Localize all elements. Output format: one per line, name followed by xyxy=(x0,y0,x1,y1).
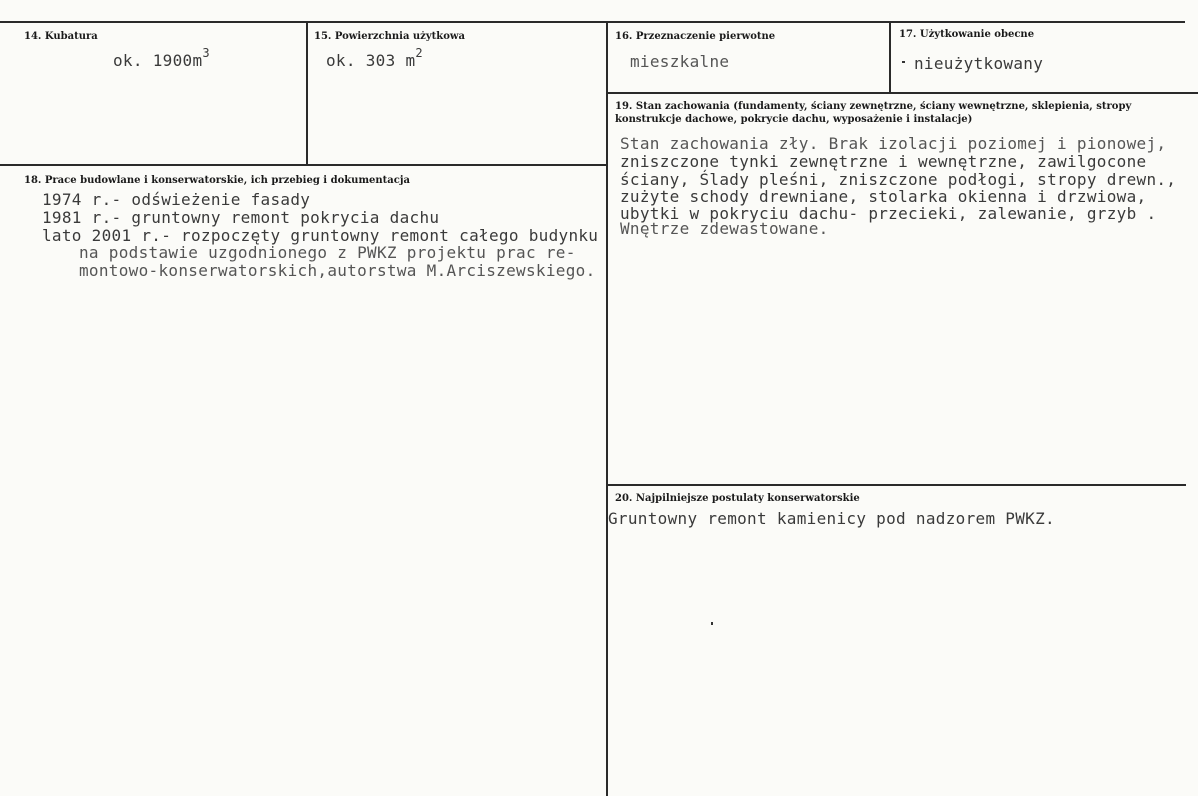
kubatura-value xyxy=(113,46,210,70)
kubatura-unit-exponent: 3 xyxy=(202,46,210,60)
divider-main xyxy=(606,22,608,796)
kubatura-label: 14. Kubatura xyxy=(24,31,98,42)
prace-label: 18. Prace budowlane i konserwatorskie, ich przebieg i dokumentacja xyxy=(24,175,410,186)
powierzchnia-value xyxy=(326,46,423,70)
przeznaczenie-label: 16. Przeznaczenie pierwotne xyxy=(615,31,776,42)
postulaty-value: Gruntowny remont kamienicy pod nadzorem PWKZ. xyxy=(608,509,1055,528)
przeznaczenie-value: mieszkalne xyxy=(630,52,730,71)
uzytkowanie-value: nieużytkowany xyxy=(914,54,1044,73)
prace-line-5: montowo-konserwatorskich,autorstwa M.Arciszewskiego. xyxy=(79,261,596,280)
stray-mark xyxy=(711,622,713,625)
top-rule xyxy=(0,21,1185,23)
stan-zachowania-label: 19. Stan zachowania (fundamenty, ściany zewnętrzne, ściany wewnętrzne, sklepienia, stropy konstrukcje dachowe, pokrycie dachu, wyposażenie i instalacje) xyxy=(615,101,1132,125)
rule-17-bottom xyxy=(608,92,1198,94)
stan-line-1: Stan zachowania zły. Brak izolacji poziomej i pionowej, xyxy=(620,134,1167,153)
kubatura-number: ok. 1900m xyxy=(113,51,203,70)
postulaty-label: 20. Najpilniejsze postulaty konserwatorskie xyxy=(615,493,860,504)
rule-row1-bottom xyxy=(0,164,608,166)
divider-16-17 xyxy=(889,22,891,93)
stan-line-6: Wnętrze zdewastowane. xyxy=(620,219,829,238)
prace-line-3: lato 2001 r.- rozpoczęty gruntowny remont całego budynku xyxy=(42,226,599,245)
powierzchnia-label: 15. Powierzchnia użytkowa xyxy=(314,31,465,42)
powierzchnia-number: ok. 303 m xyxy=(326,51,416,70)
uzytkowanie-label: 17. Użytkowanie obecne xyxy=(899,29,1035,40)
stan-line-5: ubytki w pokryciu dachu- przecieki, zalewanie, grzyb . xyxy=(620,204,1157,223)
rule-19-bottom xyxy=(608,484,1186,486)
stan-line-2: zniszczone tynki zewnętrzne i wewnętrzne, zawilgocone xyxy=(620,152,1147,171)
stan-line-4: zużyte schody drewniane, stolarka okienna i drzwiowa, xyxy=(620,187,1147,206)
typed-mark xyxy=(902,61,905,63)
powierzchnia-unit-exponent: 2 xyxy=(415,46,423,60)
prace-line-2: 1981 r.- gruntowny remont pokrycia dachu xyxy=(42,208,440,227)
prace-line-4: na podstawie uzgodnionego z PWKZ projektu prac re- xyxy=(79,243,576,262)
stan-line-3: ściany, Ślady pleśni, zniszczone podłogi, stropy drewn., xyxy=(620,170,1177,189)
divider-14-15 xyxy=(306,22,308,165)
prace-line-1: 1974 r.- odświeżenie fasady xyxy=(42,190,311,209)
